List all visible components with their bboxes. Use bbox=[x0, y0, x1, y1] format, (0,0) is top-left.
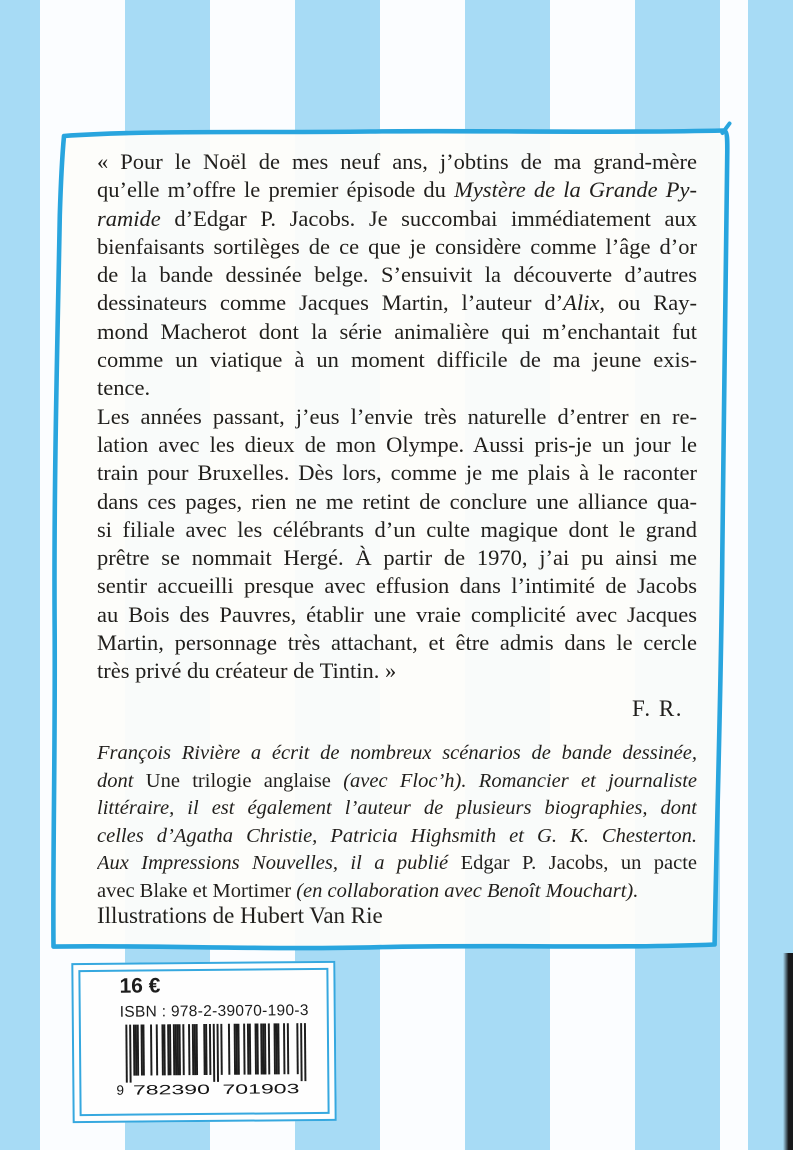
barcode-panel bbox=[71, 961, 336, 1123]
text-line: lation avec les dieux de mon Olympe. Aussi pris-je un jour le bbox=[97, 431, 697, 457]
barcode-bars bbox=[125, 1023, 306, 1083]
isbn-label: ISBN : 978-2-39070-190-3 bbox=[119, 1002, 309, 1021]
text-line: dans ces pages, rien ne me retint de conclure une alliance qua- bbox=[97, 488, 697, 514]
text-line: tence. bbox=[97, 375, 151, 401]
signature: F. R. bbox=[631, 696, 683, 721]
credits-line: Illustrations de Hubert Van Rie bbox=[97, 903, 383, 928]
text-line: avec Blake et Mortimer (en collaboration avec Benoît Mouchart). bbox=[97, 879, 639, 902]
text-line: Martin, personnage très attachant, et être admis dans le cercle bbox=[97, 630, 697, 656]
text-line: comme un viatique à un moment difficile de ma jeune exis- bbox=[97, 347, 697, 373]
text-line: dont Une trilogie anglaise (avec Floc’h). Romancier et journaliste bbox=[97, 769, 697, 792]
text-line: au Bois des Pauvres, établir une vraie complicité avec Jacques bbox=[97, 601, 697, 627]
price-label: 16 € bbox=[119, 974, 161, 998]
text-line: Les années passant, j’eus l’envie très naturelle d’entrer en re- bbox=[97, 403, 697, 429]
text-line: bienfaisants sortilèges de ce que je considère comme l’âge d’or bbox=[97, 233, 697, 259]
text-line: littéraire, il est également l’auteur de plusieurs biographies, dont bbox=[97, 797, 697, 820]
bio-text bbox=[97, 740, 697, 906]
text-line: qu’elle m’offre le premier épisode du Mystère de la Grande Py- bbox=[97, 177, 697, 203]
text-line: mond Macherot dont la série animalière qui m’enchantait fut bbox=[97, 318, 697, 344]
barcode-digits-group1: 782390 bbox=[132, 1082, 179, 1098]
text-line: ramide d’Edgar P. Jacobs. Je succombai immédiatement aux bbox=[97, 205, 697, 231]
text-line: dessinateurs comme Jacques Martin, l’auteur d’Alix, ou Ray- bbox=[97, 290, 697, 316]
text-line: « Pour le Noël de mes neuf ans, j’obtins de ma grand-mère bbox=[97, 149, 697, 174]
text-line: train pour Bruxelles. Dès lors, comme je me plais à le raconter bbox=[97, 460, 697, 486]
frame-corner-tick bbox=[723, 124, 730, 134]
text-line: Aux Impressions Nouvelles, il a publié Edgar P. Jacobs, un pacte bbox=[97, 852, 697, 875]
text-line: de la bande dessinée belge. S’ensuivit la découverte d’autres bbox=[97, 262, 697, 288]
text-line: François Rivière a écrit de nombreux scénarios de bande dessinée, bbox=[97, 742, 697, 764]
quote-text bbox=[97, 148, 697, 686]
text-line: si filiale avec les célébrants d’un culte magique dont le grand bbox=[97, 516, 697, 542]
page-edge-shadow bbox=[783, 953, 793, 1150]
text-line: sentir accueilli presque avec effusion dans l’intimité de Jacobs bbox=[97, 573, 697, 599]
text-line: prêtre se nommait Hergé. À partir de 1970, j’ai pu ainsi me bbox=[97, 545, 697, 571]
barcode-digit-first: 9 bbox=[116, 1082, 124, 1098]
text-line: celles d’Agatha Christie, Patricia Highsmith et G. K. Chesterton. bbox=[97, 824, 697, 847]
text-line: très privé du créateur de Tintin. » bbox=[97, 658, 397, 684]
barcode bbox=[116, 1022, 317, 1098]
barcode-digits-group2: 701903 bbox=[222, 1081, 268, 1097]
